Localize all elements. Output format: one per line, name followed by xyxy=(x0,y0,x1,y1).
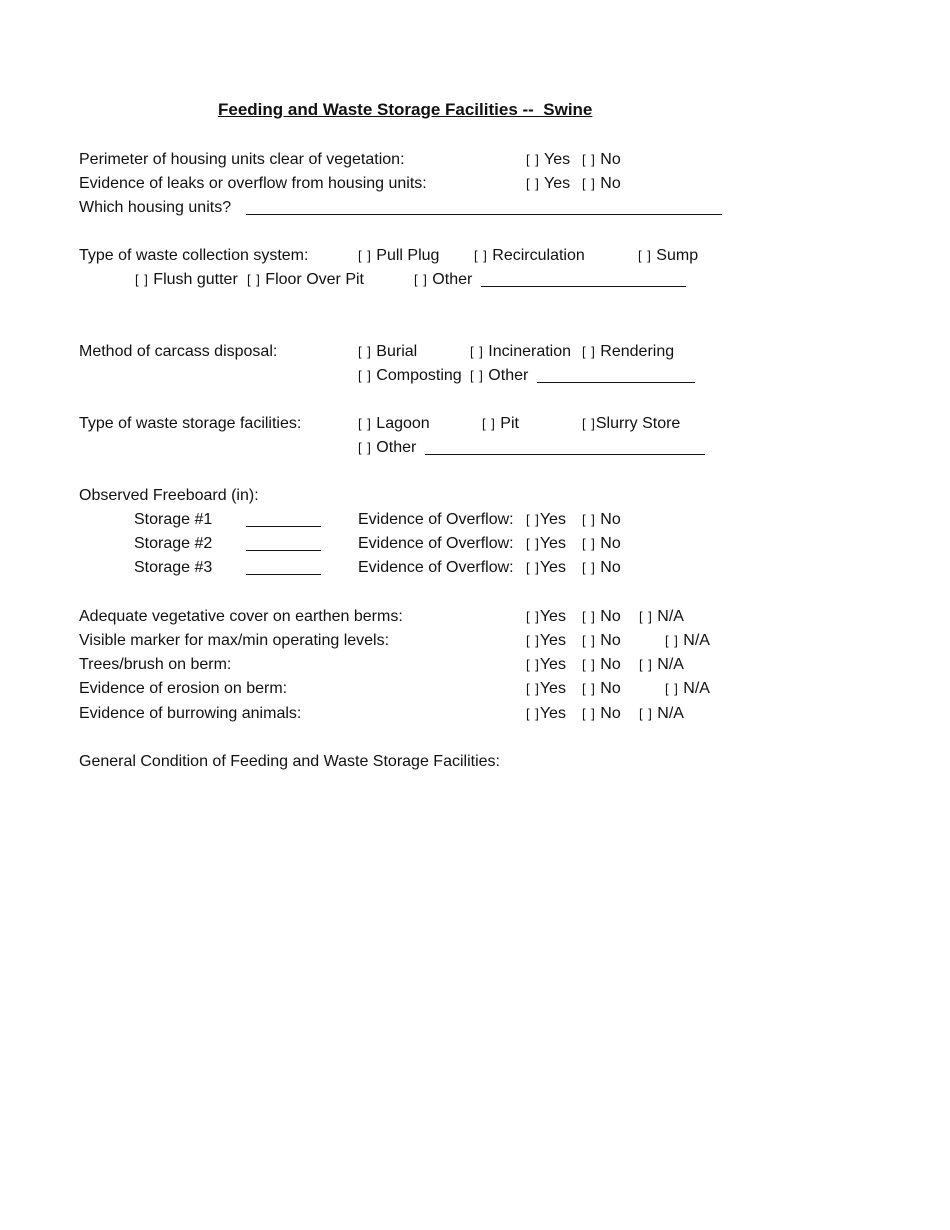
berm-burrowing-label: Evidence of burrowing animals: xyxy=(79,705,302,722)
checkbox[interactable]: [ ] xyxy=(639,657,653,672)
option-label: No xyxy=(600,608,621,625)
checkbox[interactable]: [ ] xyxy=(582,176,596,191)
option-label: Slurry Store xyxy=(595,415,681,432)
checkbox[interactable]: [ ] xyxy=(665,633,679,648)
option-label: Yes xyxy=(539,680,566,697)
option-label: Incineration xyxy=(488,343,572,360)
option-label: Other xyxy=(432,271,473,288)
checkbox[interactable]: [ ] xyxy=(582,706,596,721)
option-label: Pull Plug xyxy=(376,247,440,264)
option-label: Yes xyxy=(539,535,566,552)
berm-cover-yes-option[interactable] xyxy=(526,607,566,627)
carcass-option-incineration[interactable] xyxy=(470,342,571,362)
berm-erosion-yes-option[interactable] xyxy=(526,679,566,699)
checkbox[interactable]: [ ] xyxy=(582,152,596,167)
option-label: Pit xyxy=(500,415,519,432)
checkbox[interactable]: [ ] xyxy=(135,272,149,287)
berm-marker-no-option[interactable] xyxy=(582,631,621,651)
option-label: Yes xyxy=(539,705,566,722)
storage-2-overflow-no-option[interactable] xyxy=(582,534,621,554)
checkbox[interactable]: [ ] xyxy=(526,657,540,672)
storage-other-field[interactable] xyxy=(425,454,705,455)
collection-label: Type of waste collection system: xyxy=(79,247,309,264)
option-label: No xyxy=(600,511,621,528)
checkbox[interactable]: [ ] xyxy=(582,560,596,575)
checkbox[interactable]: [ ] xyxy=(582,681,596,696)
storage-2-label: Storage #2 xyxy=(134,535,213,552)
storage-1-label: Storage #1 xyxy=(134,511,213,528)
collection-option-sump[interactable] xyxy=(638,246,698,266)
berm-trees-yes-option[interactable] xyxy=(526,655,566,675)
collection-option-pull-plug[interactable] xyxy=(358,246,439,266)
carcass-option-other[interactable] xyxy=(470,366,528,386)
checkbox[interactable]: [ ] xyxy=(526,609,540,624)
option-label: Recirculation xyxy=(492,247,585,264)
storage-1-freeboard-field[interactable] xyxy=(246,526,321,527)
option-label: Burial xyxy=(376,343,418,360)
checkbox[interactable]: [ ] xyxy=(639,706,653,721)
option-label: Yes xyxy=(539,608,566,625)
storage-3-freeboard-field[interactable] xyxy=(246,574,321,575)
storage-1-overflow-no-option[interactable] xyxy=(582,510,621,530)
perimeter-yes-option[interactable] xyxy=(526,150,570,170)
perimeter-no-option[interactable] xyxy=(582,150,621,170)
storage-2-overflow-yes-option[interactable] xyxy=(526,534,566,554)
checkbox[interactable]: [ ] xyxy=(526,560,540,575)
option-label: N/A xyxy=(683,632,710,649)
collection-option-other[interactable] xyxy=(414,270,472,290)
storage-3-overflow-yes-option[interactable] xyxy=(526,558,566,578)
storage-1-overflow-yes-option[interactable] xyxy=(526,510,566,530)
checkbox[interactable]: [ ] xyxy=(247,272,261,287)
option-label: Yes xyxy=(539,656,566,673)
checkbox[interactable]: [ ] xyxy=(526,512,540,527)
option-label: Floor Over Pit xyxy=(265,271,364,288)
option-label: Yes xyxy=(539,632,566,649)
collection-other-field[interactable] xyxy=(481,286,686,287)
option-label: Flush gutter xyxy=(153,271,238,288)
berm-trees-label: Trees/brush on berm: xyxy=(79,656,232,673)
option-label: N/A xyxy=(683,680,710,697)
carcass-option-rendering[interactable] xyxy=(582,342,674,362)
storage-3-overflow-label: Evidence of Overflow: xyxy=(358,559,514,576)
which-housing-field[interactable] xyxy=(246,214,722,215)
checkbox[interactable]: [ ] xyxy=(526,706,540,721)
storage-option-slurry-store[interactable] xyxy=(582,414,680,434)
carcass-option-composting[interactable] xyxy=(358,366,462,386)
leaks-no-option[interactable] xyxy=(582,174,621,194)
checkbox[interactable]: [ ] xyxy=(582,416,596,431)
checkbox[interactable]: [ ] xyxy=(470,368,484,383)
freeboard-label: Observed Freeboard (in): xyxy=(79,487,259,504)
option-label: Sump xyxy=(656,247,699,264)
option-label: Other xyxy=(376,439,417,456)
option-label: Composting xyxy=(376,367,462,384)
berm-erosion-no-option[interactable] xyxy=(582,679,621,699)
storage-type-label: Type of waste storage facilities: xyxy=(79,415,302,432)
checkbox[interactable]: [ ] xyxy=(358,416,372,431)
general-condition-label: General Condition of Feeding and Waste Storage Facilities: xyxy=(79,753,500,770)
option-label: No xyxy=(600,680,621,697)
option-label: No xyxy=(600,632,621,649)
option-label: Yes xyxy=(544,175,571,192)
checkbox[interactable]: [ ] xyxy=(526,536,540,551)
checkbox[interactable]: [ ] xyxy=(639,609,653,624)
option-label: N/A xyxy=(657,656,684,673)
leaks-yes-option[interactable] xyxy=(526,174,570,194)
option-label: N/A xyxy=(657,608,684,625)
option-label: No xyxy=(600,175,621,192)
checkbox[interactable]: [ ] xyxy=(526,152,540,167)
berm-burrowing-no-option[interactable] xyxy=(582,704,621,724)
checkbox[interactable]: [ ] xyxy=(582,657,596,672)
berm-marker-yes-option[interactable] xyxy=(526,631,566,651)
checkbox[interactable]: [ ] xyxy=(358,344,372,359)
berm-burrowing-yes-option[interactable] xyxy=(526,704,566,724)
option-label: Yes xyxy=(539,559,566,576)
option-label: N/A xyxy=(657,705,684,722)
berm-burrowing-na-option[interactable] xyxy=(639,704,684,724)
storage-3-label: Storage #3 xyxy=(134,559,213,576)
page-title: Feeding and Waste Storage Facilities -- Swine xyxy=(218,100,593,119)
checkbox[interactable]: [ ] xyxy=(414,272,428,287)
berm-erosion-label: Evidence of erosion on berm: xyxy=(79,680,288,697)
option-label: Lagoon xyxy=(376,415,430,432)
option-label: No xyxy=(600,535,621,552)
storage-3-overflow-no-option[interactable] xyxy=(582,558,621,578)
checkbox[interactable]: [ ] xyxy=(582,536,596,551)
storage-1-overflow-label: Evidence of Overflow: xyxy=(358,511,514,528)
option-label: No xyxy=(600,151,621,168)
collection-option-flush-gutter[interactable] xyxy=(135,270,238,290)
checkbox[interactable]: [ ] xyxy=(470,344,484,359)
checkbox[interactable]: [ ] xyxy=(358,368,372,383)
checkbox[interactable]: [ ] xyxy=(665,681,679,696)
option-label: No xyxy=(600,559,621,576)
storage-option-lagoon[interactable] xyxy=(358,414,430,434)
checkbox[interactable]: [ ] xyxy=(358,440,372,455)
checkbox[interactable]: [ ] xyxy=(582,512,596,527)
storage-option-other[interactable] xyxy=(358,438,416,458)
berm-marker-label: Visible marker for max/min operating levels: xyxy=(79,632,390,649)
berm-erosion-na-option[interactable] xyxy=(665,679,710,699)
storage-option-pit[interactable] xyxy=(482,414,519,434)
berm-trees-na-option[interactable] xyxy=(639,655,684,675)
option-label: Rendering xyxy=(600,343,675,360)
berm-cover-na-option[interactable] xyxy=(639,607,684,627)
berm-cover-label: Adequate vegetative cover on earthen berms: xyxy=(79,608,403,625)
checkbox[interactable]: [ ] xyxy=(474,248,488,263)
option-label: No xyxy=(600,656,621,673)
checkbox[interactable]: [ ] xyxy=(482,416,496,431)
berm-trees-no-option[interactable] xyxy=(582,655,621,675)
option-label: Other xyxy=(488,367,529,384)
checkbox[interactable]: [ ] xyxy=(582,344,596,359)
carcass-label: Method of carcass disposal: xyxy=(79,343,278,360)
collection-option-recirculation[interactable] xyxy=(474,246,585,266)
storage-2-freeboard-field[interactable] xyxy=(246,550,321,551)
berm-cover-no-option[interactable] xyxy=(582,607,621,627)
carcass-other-field[interactable] xyxy=(537,382,695,383)
berm-marker-na-option[interactable] xyxy=(665,631,710,651)
carcass-option-burial[interactable] xyxy=(358,342,417,362)
option-label: Yes xyxy=(544,151,571,168)
checkbox[interactable]: [ ] xyxy=(638,248,652,263)
checkbox[interactable]: [ ] xyxy=(526,633,540,648)
which-housing-label: Which housing units? xyxy=(79,199,232,216)
leaks-label: Evidence of leaks or overflow from housing units: xyxy=(79,175,427,192)
storage-2-overflow-label: Evidence of Overflow: xyxy=(358,535,514,552)
checkbox[interactable]: [ ] xyxy=(582,609,596,624)
option-label: No xyxy=(600,705,621,722)
collection-option-floor-over-pit[interactable] xyxy=(247,270,364,290)
perimeter-label: Perimeter of housing units clear of vegetation: xyxy=(79,151,405,168)
checkbox[interactable]: [ ] xyxy=(582,633,596,648)
option-label: Yes xyxy=(539,511,566,528)
checkbox[interactable]: [ ] xyxy=(526,176,540,191)
checkbox[interactable]: [ ] xyxy=(358,248,372,263)
checkbox[interactable]: [ ] xyxy=(526,681,540,696)
